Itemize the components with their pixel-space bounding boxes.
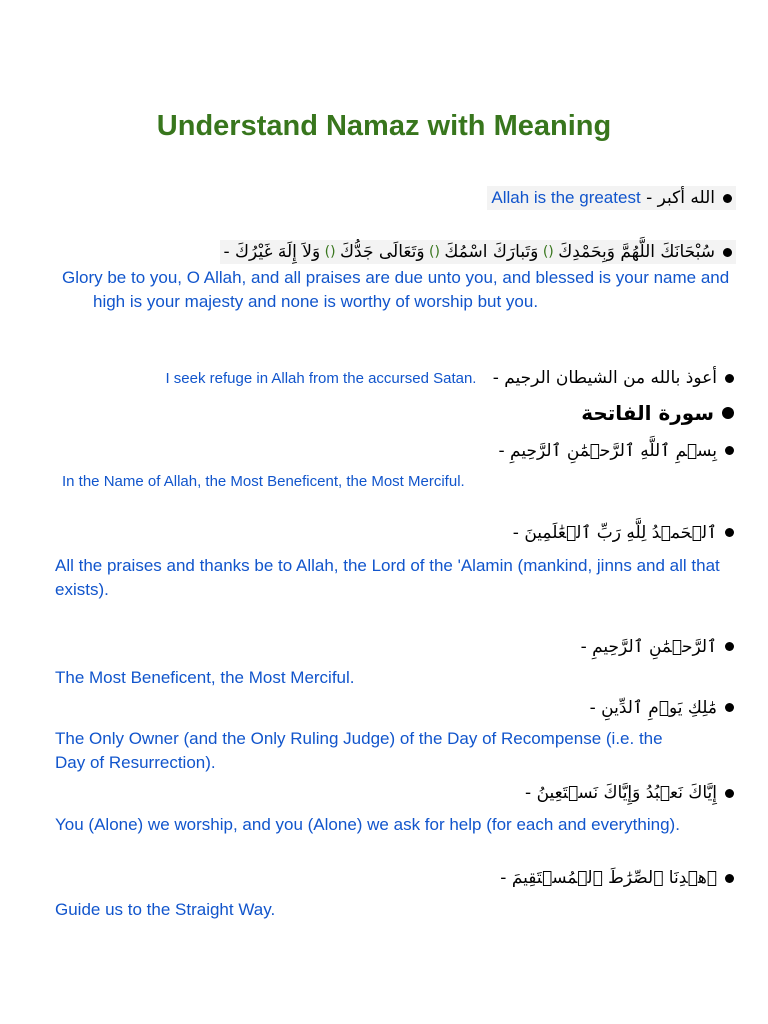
verse-6-translation: Guide us to the Straight Way. [55,900,276,919]
arabic-text: الله أكبر [657,188,715,208]
arabic-text: ٱلرَّحۡمَٰنِ ٱلرَّحِيمِ [592,637,717,657]
dash: - [525,783,537,803]
thana-line [220,240,737,264]
verse-3-translation: The Most Beneficent, the Most Merciful. [55,668,355,687]
paren: () [542,244,554,260]
bullet [723,194,732,203]
arabic-text: ٱهۡدِنَا ٱلصِّرَٰطَ ٱلۡمُسۡتَقِيمَ [511,868,717,888]
bullet [723,248,732,257]
arabic-text: وَتَعَالَى جَدُّكَ [340,242,425,262]
verse-5-line [525,783,734,803]
bullet [725,789,734,798]
bullet [725,446,734,455]
bullet [725,528,734,537]
english-translation: I seek refuge in Allah from the accursed Satan. [165,369,477,387]
verse-2-translation: All the praises and thanks be to Allah, the Lord of the 'Alamin (mankind, jinns and all that exists). [55,556,720,599]
verse-6-line [500,868,734,888]
dash: - [476,368,505,388]
taawwudh-line [165,368,734,388]
verse-3-line [581,636,734,657]
page-title: Understand Namaz with Meaning [156,110,612,142]
verse-2-line [513,522,734,543]
dash: - [223,242,236,262]
arabic-text: سُبْحَانَكَ اللَّهُمَّ وَبِحَمْدِكَ [558,242,715,262]
dash: - [646,188,653,208]
dash: - [589,697,602,718]
arabic-text: ٱلۡحَمۡدُ لِلَّهِ رَبِّ ٱلۡعَٰلَمِينَ [524,523,717,543]
surah-heading: سورة الفاتحة [581,401,714,425]
bullet [722,407,734,419]
arabic-text: إِيَّاكَ نَعۡبُدُ وَإِيَّاكَ نَسۡتَعِينُ [536,783,717,803]
dash: - [500,868,512,888]
arabic-text: وَلاَ إِلَهَ غَيْرُكَ [235,242,321,262]
bullet [725,874,734,883]
dash: - [512,522,525,543]
paren: () [424,244,445,260]
verse-1-line [498,440,734,461]
takbir-line [487,186,736,210]
bullet [725,703,734,712]
verse-4-translation: The Only Owner (and the Only Ruling Judge) of the Day of Recompense (i.e. the Day of Resurrection). [55,729,663,772]
bullet [725,374,734,383]
arabic-text: بِسۡمِ ٱللَّهِ ٱلرَّحۡمَٰنِ ٱلرَّحِيمِ [510,441,717,461]
english-translation: Allah is the greatest [491,188,641,207]
paren: () [320,244,341,260]
arabic-text: وَتَبارَكَ اسْمُكَ [444,242,539,262]
verse-4-line [590,697,734,718]
arabic-text: مَٰلِكِ يَوۡمِ ٱلدِّينِ [601,698,717,718]
verse-1-translation: In the Name of Allah, the Most Beneficent, the Most Merciful. [62,473,465,490]
verse-5-translation: You (Alone) we worship, and you (Alone) we ask for help (for each and everything). [55,815,680,834]
dash: - [498,440,511,461]
surah-heading-line [581,401,734,425]
bullet [725,642,734,651]
dash: - [580,636,593,657]
thana-translation: Glory be to you, O Allah, and all praises are due unto you, and blessed is your name and high is your majesty and none is worthy of worship but you. [62,268,730,311]
arabic-text: أعوذ بالله من الشيطان الرجيم [504,368,717,388]
